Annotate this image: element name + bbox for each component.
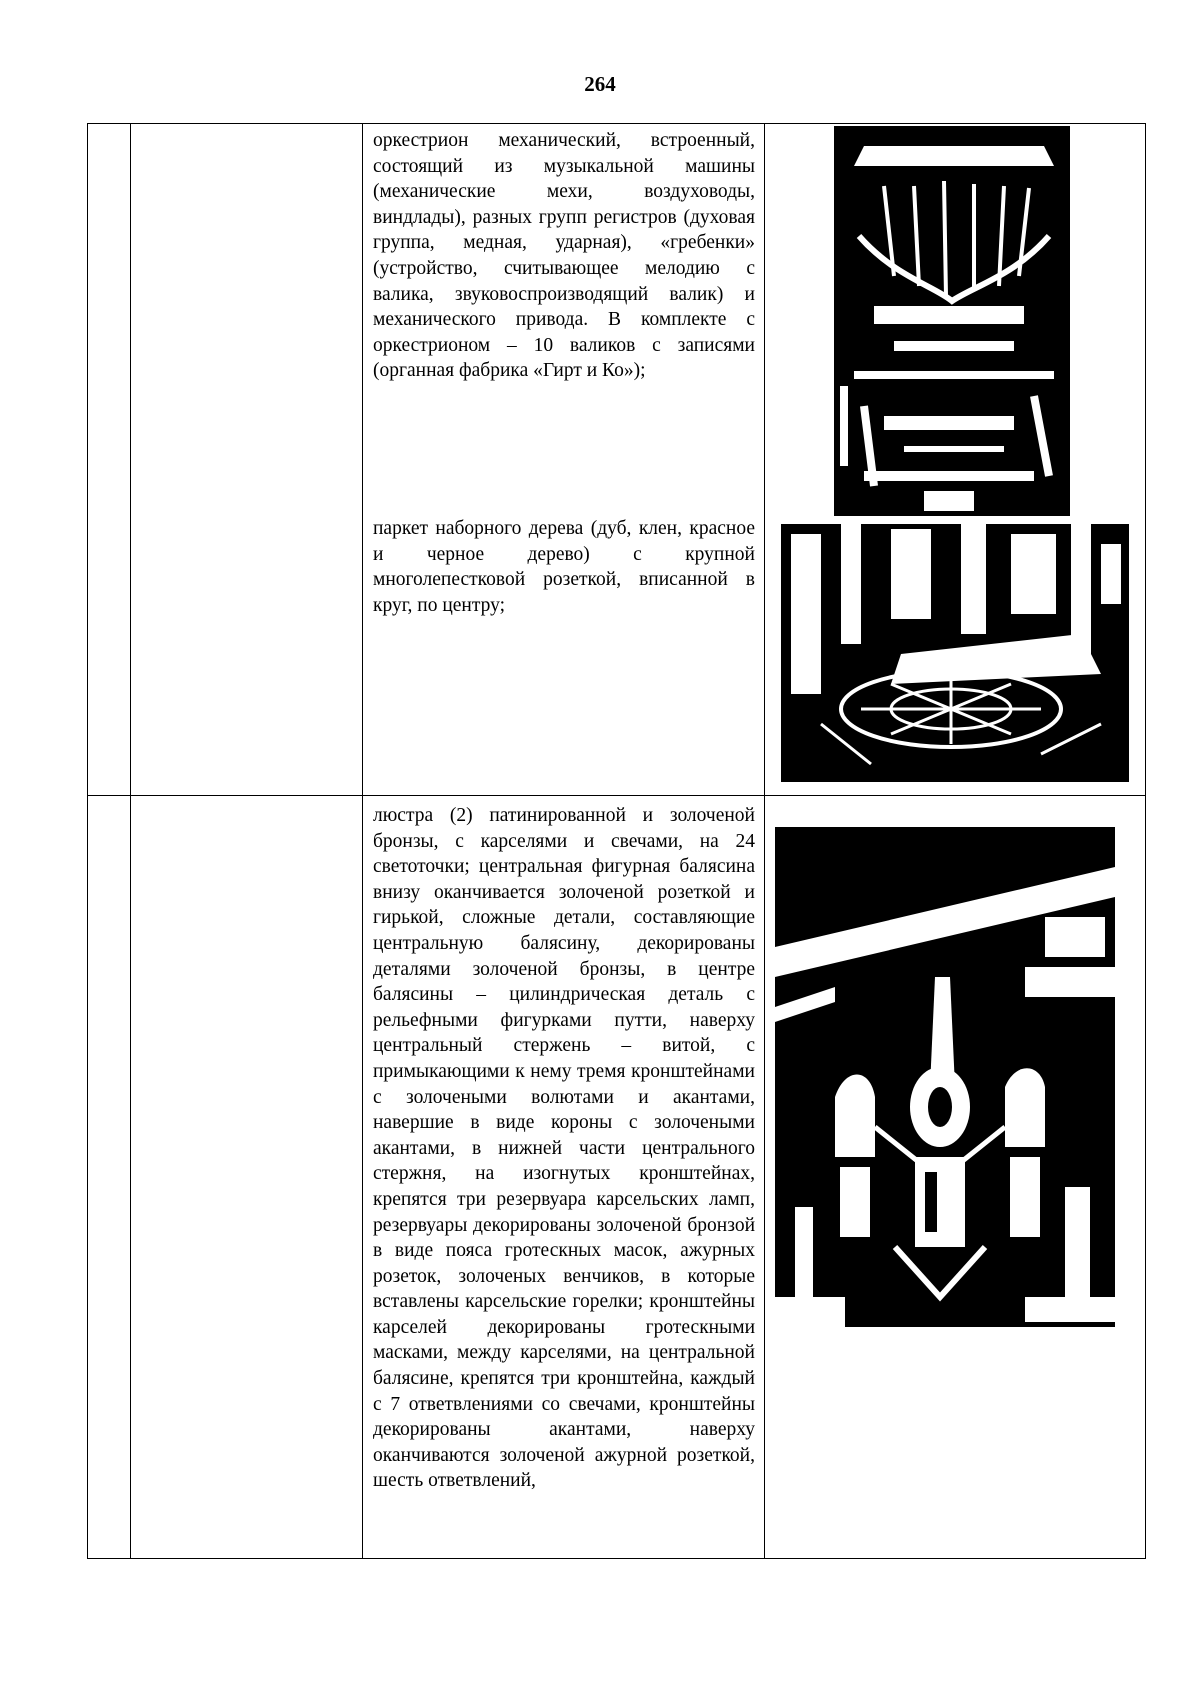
chandelier-photo (775, 827, 1115, 1327)
row-divider (88, 795, 1145, 796)
column-divider (764, 124, 765, 1558)
column-divider (130, 124, 131, 1558)
orchestrion-photo (834, 126, 1070, 516)
item-description-orchestrion: оркестрион механический, встроенный, состоящий из музыкальной машины (механические мехи, воздуховоды, виндлады), разных групп регистров (духовая группа, медная, ударная), «гребенки» (устройство, считывающее мелодию с валика, звуковоспроизводящий валик) и механического привода. В комплекте с оркестрионом – 10 валиков с записями (органная фабрика «Гирт и Ко»); (373, 130, 755, 382)
item-description-chandelier: люстра (2) патинированной и золоченой бронзы, с карселями и свечами, на 24 светоточки; центральная фигурная балясина внизу оканчивается золоченой розеткой и гирькой, сложные детали, составляющие центральную балясину, декорированы деталями золоченой бронзы, в центре балясины – цилиндрическая деталь с рельефными фигурками путти, наверху центральный стержень – витой, с примыкающими к нему тремя кронштейнами с золочеными волютами и акантами, навершие в виде короны с золочеными акантами, в нижней части центрального стержня, на изогнутых кронштейнах, крепятся три резервуара карсельских ламп, резервуары декорированы золоченой бронзой в виде пояса гротескных масок, ажурных розеток, золоченых венчиков, в которые вставлены карсельские горелки; кронштейны карселей декорированы гротескными масками, между карселями, на центральной балясине, крепятся три кронштейна, каждый с 7 ответвлениями со свечами, кронштейны декорированы акантами, наверху оканчиваются золоченой ажурной розеткой, шесть ответвлений, (373, 805, 755, 1492)
item-description-parquet: паркет наборного дерева (дуб, клен, красное и черное дерево) с крупной многолепестковой розеткой, вписанной в круг, по центру; (373, 518, 755, 616)
parquet-photo (781, 524, 1129, 782)
inventory-table (87, 123, 1146, 1559)
column-divider (362, 124, 363, 1558)
page-number: 264 (584, 72, 616, 96)
